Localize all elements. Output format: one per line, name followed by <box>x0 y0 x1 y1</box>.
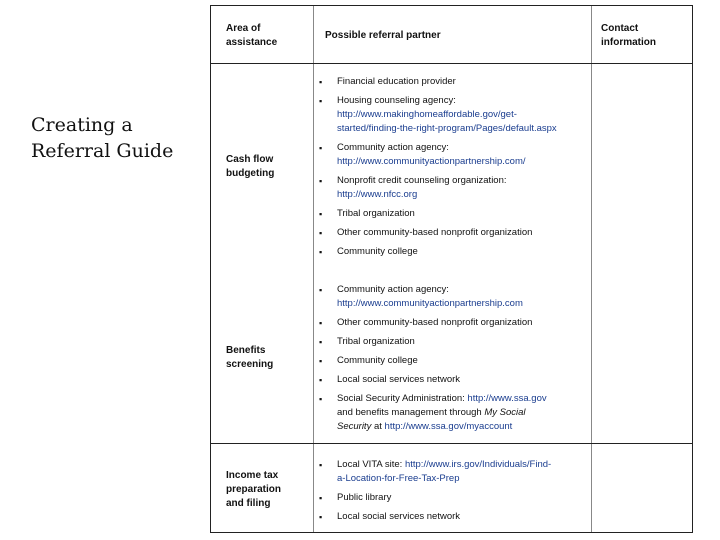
list-item: ▪ Public library <box>315 491 585 505</box>
list-item: ▪ Community action agency: http://www.communityactionpartnership.com/ <box>315 141 585 169</box>
ssa-link[interactable]: http://www.ssa.gov <box>467 393 547 404</box>
ssa-myaccount-link[interactable]: http://www.ssa.gov/myaccount <box>384 421 513 432</box>
housing-counseling-link[interactable]: http://www.makinghomeaffordable.gov/get- <box>337 109 517 120</box>
housing-counseling-link-cont[interactable]: started/finding-the-right-program/Pages/default.aspx <box>337 123 557 134</box>
slide-title-line-1: Creating a <box>31 114 133 136</box>
irs-vita-link-cont[interactable]: a-Location-for-Free-Tax-Prep <box>337 473 460 484</box>
list-item: ▪ Other community-based nonprofit organization <box>315 226 585 240</box>
list-item: ▪ Housing counseling agency: http://www.makinghomeaffordable.gov/get- started/finding-the-right-program/Pages/default.aspx <box>315 94 585 136</box>
list-item: ▪ Tribal organization <box>315 207 585 221</box>
list-item: ▪ Community college <box>315 245 585 259</box>
header-partner: Possible referral partner <box>325 30 441 41</box>
area-benefits-screening: Benefits screening <box>226 345 274 370</box>
list-item: ▪ Other community-based nonprofit organization <box>315 316 585 330</box>
list-item: ▪ Community action agency: http://www.communityactionpartnership.com <box>315 283 585 311</box>
nfcc-link[interactable]: http://www.nfcc.org <box>337 189 418 200</box>
community-action-link[interactable]: http://www.communityactionpartnership.com/ <box>337 156 526 167</box>
list-item: ▪ Local social services network <box>315 510 585 524</box>
cash-flow-partners <box>315 75 585 259</box>
benefits-partners <box>315 283 585 434</box>
community-action-link[interactable]: http://www.communityactionpartnership.com <box>337 298 523 309</box>
list-item: ▪ Financial education provider <box>315 75 585 89</box>
slide-title <box>31 112 201 164</box>
list-item: ▪ Nonprofit credit counseling organization: http://www.nfcc.org <box>315 174 585 202</box>
header-area: Area of assistance <box>226 23 278 48</box>
column-divider <box>591 6 592 532</box>
area-cash-flow: Cash flow budgeting <box>226 154 275 179</box>
irs-vita-link[interactable]: http://www.irs.gov/Individuals/Find- <box>404 459 552 470</box>
row-divider <box>211 443 692 444</box>
column-divider <box>313 6 314 532</box>
income-tax-partners <box>315 458 585 524</box>
list-item: ▪ Social Security Administration: http://www.ssa.gov and benefits management through My Social Security at http://www.ssa.gov/myaccount <box>315 392 585 434</box>
header-contact: Contact information <box>601 23 656 48</box>
row-divider <box>211 63 692 64</box>
list-item: ▪ Local social services network <box>315 373 585 387</box>
list-item: ▪ Community college <box>315 354 585 368</box>
slide-title-line-2: Referral Guide <box>31 140 174 162</box>
referral-table <box>210 5 693 533</box>
area-income-tax: Income tax preparation and filing <box>226 470 282 509</box>
list-item: ▪ Local VITA site: http://www.irs.gov/Individuals/Find- a-Location-for-Free-Tax-Prep <box>315 458 585 486</box>
list-item: ▪ Tribal organization <box>315 335 585 349</box>
